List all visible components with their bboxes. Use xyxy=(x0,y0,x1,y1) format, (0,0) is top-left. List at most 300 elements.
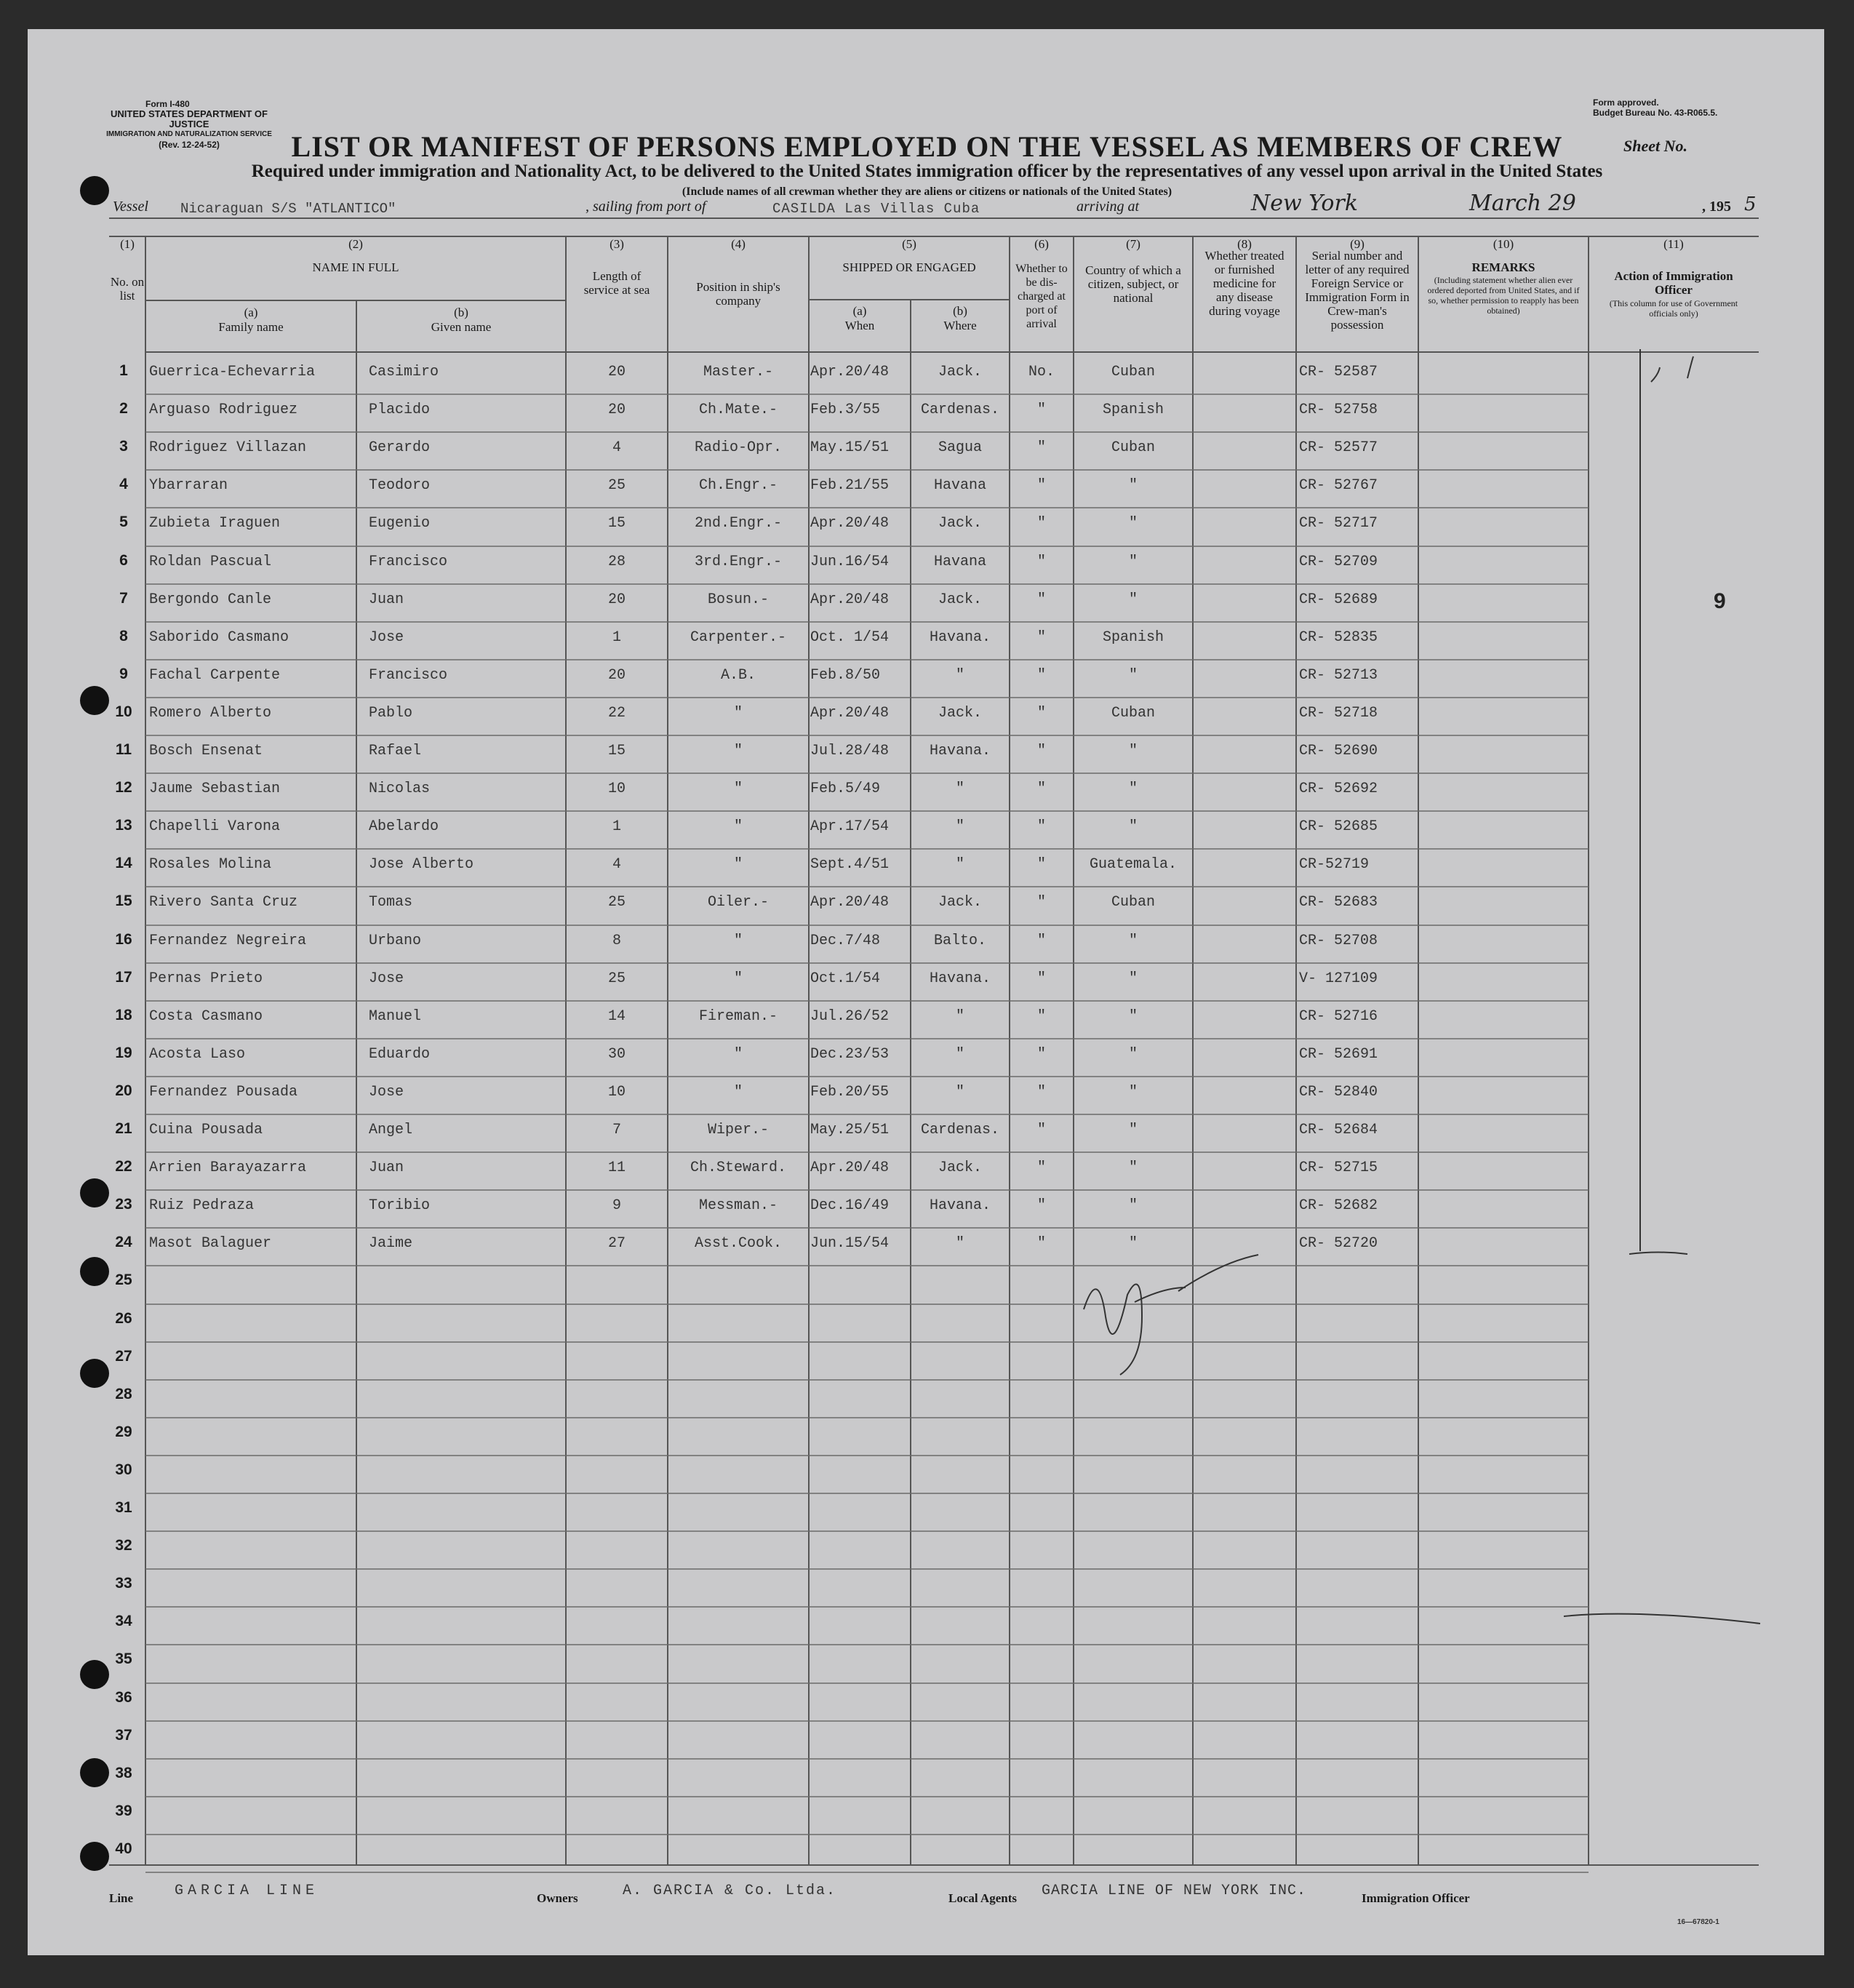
header-when: When xyxy=(844,319,875,332)
col-num-3: (3) xyxy=(610,237,624,251)
cell-country: " xyxy=(1128,666,1138,684)
cell-discharged: " xyxy=(1036,1083,1046,1101)
cell-when: Feb.3/55 xyxy=(810,402,881,419)
departure-port: CASILDA Las Villas Cuba xyxy=(772,201,980,217)
cell-position: " xyxy=(733,781,743,798)
cell-length: 10 xyxy=(607,781,626,798)
row-number: 11 xyxy=(115,741,132,758)
row-number: 32 xyxy=(115,1537,132,1554)
cell-serial: CR- 52713 xyxy=(1299,666,1378,684)
cell-country: Cuban xyxy=(1111,894,1155,911)
cell-when: Apr.20/48 xyxy=(810,591,890,608)
cell-when: Feb.5/49 xyxy=(810,781,881,798)
cell-country: " xyxy=(1128,553,1138,570)
cell-given: Eduardo xyxy=(369,1045,431,1063)
row-number: 24 xyxy=(115,1234,132,1251)
cell-country: " xyxy=(1128,1159,1138,1177)
cell-where: Jack. xyxy=(938,704,982,722)
cell-given: Gerardo xyxy=(369,439,431,457)
row-number: 30 xyxy=(115,1461,132,1478)
row-number: 27 xyxy=(115,1347,132,1365)
local-agents-label: Local Agents xyxy=(948,1891,1017,1905)
cell-serial: CR- 52682 xyxy=(1299,1197,1378,1215)
cell-given: Teodoro xyxy=(369,477,431,495)
row-number: 23 xyxy=(115,1196,132,1213)
cell-family: Pernas Prieto xyxy=(149,970,263,987)
col-num-7: (7) xyxy=(1126,237,1140,251)
cell-where: " xyxy=(955,1045,964,1063)
cell-family: Rivero Santa Cruz xyxy=(149,894,298,911)
row-number: 38 xyxy=(115,1764,132,1781)
cell-when: Apr.20/48 xyxy=(810,364,890,380)
cell-where: " xyxy=(955,1235,964,1253)
cell-position: 2nd.Engr.- xyxy=(694,515,783,532)
row-number: 34 xyxy=(115,1613,132,1630)
arriving-port: New York xyxy=(1251,191,1358,216)
header-medicine: Whether treated or furnished medicine for any disease during voyage xyxy=(1204,249,1284,318)
cell-serial: CR- 52685 xyxy=(1299,818,1378,836)
cell-country: " xyxy=(1128,818,1138,836)
cell-discharged: " xyxy=(1036,591,1046,608)
cell-when: Apr.20/48 xyxy=(810,1159,890,1177)
cell-position: Messman.- xyxy=(698,1197,778,1215)
header-shipped-or-engaged: SHIPPED OR ENGAGED xyxy=(842,260,976,274)
page-title: LIST OR MANIFEST OF PERSONS EMPLOYED ON THE VESSEL AS MEMBERS OF CREW xyxy=(291,130,1563,163)
cell-position: Bosun.- xyxy=(707,591,769,608)
cell-family: Bergondo Canle xyxy=(149,591,272,608)
cell-position: Wiper.- xyxy=(707,1122,769,1138)
cell-given: Manuel xyxy=(369,1007,422,1025)
header-when-a: (a) xyxy=(852,304,867,318)
cell-country: Guatemala. xyxy=(1089,856,1178,874)
cell-country: " xyxy=(1128,477,1138,495)
subtitle: Required under immigration and Nationality Act, to be delivered to the United States immigration officer by the representatives of any vessel upon arrival in the United States xyxy=(251,161,1603,181)
sheet-number-label: Sheet No. xyxy=(1623,137,1687,155)
header-action-note: (This column for use of Government officials only) xyxy=(1609,298,1738,319)
row-number: 36 xyxy=(115,1688,132,1706)
row-number: 19 xyxy=(115,1044,132,1061)
cell-position: " xyxy=(733,1083,743,1101)
header-remarks: REMARKS xyxy=(1471,260,1535,274)
cell-where: Cardenas. xyxy=(920,1122,1000,1138)
cell-when: Jul.26/52 xyxy=(810,1007,890,1025)
cell-given: Placido xyxy=(369,402,431,419)
col-num-5: (5) xyxy=(902,237,916,251)
cell-given: Abelardo xyxy=(369,818,439,836)
cell-position: " xyxy=(733,856,743,874)
cell-serial: CR- 52691 xyxy=(1299,1045,1378,1063)
cell-given: Toribio xyxy=(369,1197,431,1215)
cell-discharged: " xyxy=(1036,1159,1046,1177)
cell-country: " xyxy=(1128,781,1138,798)
header-length-of-service: Length of service at sea xyxy=(583,269,650,297)
cell-given: Pablo xyxy=(369,704,413,722)
cell-where: Sagua xyxy=(938,439,982,457)
cell-discharged: " xyxy=(1036,402,1046,419)
cell-country: " xyxy=(1128,743,1138,759)
row-number: 3 xyxy=(119,438,128,455)
cell-discharged: " xyxy=(1036,818,1046,836)
cell-given: Urbano xyxy=(369,932,422,949)
cell-family: Guerrica-Echevarria xyxy=(149,364,316,380)
cell-discharged: " xyxy=(1036,1235,1046,1253)
vessel-name: Nicaraguan S/S "ATLANTICO" xyxy=(180,201,396,217)
cell-serial: CR- 52692 xyxy=(1299,781,1378,798)
cell-position: Radio-Opr. xyxy=(694,439,783,457)
col-num-2: (2) xyxy=(348,237,363,251)
cell-position: " xyxy=(733,1045,743,1063)
header-family-name: Family name xyxy=(218,320,284,334)
cell-position: Master.- xyxy=(703,364,773,380)
immigration-officer-label: Immigration Officer xyxy=(1362,1891,1470,1905)
cell-serial: CR- 52718 xyxy=(1299,704,1378,722)
cell-length: 25 xyxy=(607,477,626,495)
header-discharged: Whether to be dis-charged at port of arrival xyxy=(1015,263,1068,330)
cell-family: Ybarraran xyxy=(149,477,228,495)
cell-discharged: " xyxy=(1036,894,1046,911)
cell-discharged: " xyxy=(1036,743,1046,759)
cell-discharged: " xyxy=(1036,970,1046,987)
cell-position: Carpenter.- xyxy=(690,628,787,646)
cell-family: Fernandez Pousada xyxy=(149,1083,298,1101)
cell-given: Eugenio xyxy=(369,515,431,532)
cell-family: Rodriguez Villazan xyxy=(149,439,307,457)
cell-when: Feb.20/55 xyxy=(810,1083,890,1101)
cell-when: Feb.8/50 xyxy=(810,666,881,684)
cell-family: Roldan Pascual xyxy=(149,553,272,570)
cell-where: " xyxy=(955,856,964,874)
cell-position: A.B. xyxy=(720,666,756,684)
cell-family: Zubieta Iraguen xyxy=(149,515,281,532)
col-num-1: (1) xyxy=(120,237,135,251)
cell-country: " xyxy=(1128,591,1138,608)
cell-country: Spanish xyxy=(1102,628,1164,646)
cell-discharged: " xyxy=(1036,628,1046,646)
cell-position: " xyxy=(733,704,743,722)
cell-where: Havana. xyxy=(929,743,991,759)
row-number: 10 xyxy=(115,703,132,720)
cell-given: Juan xyxy=(369,591,404,608)
cell-length: 7 xyxy=(612,1122,621,1138)
header-where: Where xyxy=(943,319,977,332)
cell-when: Oct. 1/54 xyxy=(810,628,890,646)
cell-family: Jaume Sebastian xyxy=(149,781,281,798)
cell-length: 8 xyxy=(612,932,621,949)
cell-serial: CR- 52684 xyxy=(1299,1122,1378,1138)
year-suffix: 5 xyxy=(1744,193,1757,215)
header-given-b: (b) xyxy=(454,306,468,319)
cell-length: 4 xyxy=(612,439,621,457)
side-mark: 9 xyxy=(1714,589,1726,613)
cell-given: Jose xyxy=(369,970,404,987)
cell-position: Ch.Engr.- xyxy=(698,477,778,495)
cell-length: 14 xyxy=(607,1007,626,1025)
line-value: GARCIA LINE xyxy=(175,1883,319,1899)
row-number: 4 xyxy=(119,476,128,493)
cell-when: Dec.16/49 xyxy=(810,1197,890,1215)
cell-discharged: " xyxy=(1036,781,1046,798)
header-family-a: (a) xyxy=(244,306,258,319)
row-number: 9 xyxy=(119,665,128,682)
cell-where: " xyxy=(955,1007,964,1025)
cell-when: Jun.15/54 xyxy=(810,1235,890,1253)
cell-serial: CR- 52835 xyxy=(1299,628,1378,646)
row-number: 20 xyxy=(115,1082,132,1099)
year-prefix: , 195 xyxy=(1702,199,1731,215)
col-num-9: (9) xyxy=(1350,237,1364,251)
cell-family: Fachal Carpente xyxy=(149,666,281,684)
cell-serial: CR- 52716 xyxy=(1299,1007,1378,1025)
cell-length: 20 xyxy=(607,591,626,608)
cell-country: " xyxy=(1128,932,1138,949)
cell-where: " xyxy=(955,781,964,798)
cell-where: " xyxy=(955,1083,964,1101)
department: UNITED STATES DEPARTMENT OF JUSTICE xyxy=(111,108,268,129)
cell-given: Jose Alberto xyxy=(369,856,474,874)
cell-discharged: " xyxy=(1036,439,1046,457)
cell-serial: CR- 52683 xyxy=(1299,894,1378,911)
cell-family: Rosales Molina xyxy=(149,856,272,874)
cell-discharged: " xyxy=(1036,477,1046,495)
cell-discharged: " xyxy=(1036,704,1046,722)
cell-given: Casimiro xyxy=(369,364,439,380)
service: IMMIGRATION AND NATURALIZATION SERVICE xyxy=(106,130,272,138)
row-number: 35 xyxy=(115,1650,132,1668)
cell-country: " xyxy=(1128,1045,1138,1063)
row-number: 7 xyxy=(119,589,128,607)
row-number: 39 xyxy=(115,1802,132,1819)
cell-where: Jack. xyxy=(938,591,982,608)
cell-length: 1 xyxy=(612,818,621,836)
cell-length: 20 xyxy=(607,364,626,380)
cell-length: 30 xyxy=(607,1045,626,1063)
cell-where: Jack. xyxy=(938,1159,982,1177)
cell-where: Havana. xyxy=(929,628,991,646)
cell-serial: CR- 52767 xyxy=(1299,477,1378,495)
cell-length: 4 xyxy=(612,856,621,874)
line-label: Line xyxy=(109,1891,134,1905)
cell-country: Cuban xyxy=(1111,364,1155,380)
cell-serial: CR- 52709 xyxy=(1299,553,1378,570)
cell-country: Cuban xyxy=(1111,439,1155,457)
cell-length: 25 xyxy=(607,894,626,911)
cell-discharged: " xyxy=(1036,553,1046,570)
cell-family: Chapelli Varona xyxy=(149,818,281,836)
cell-given: Nicolas xyxy=(369,781,431,798)
row-number: 29 xyxy=(115,1423,132,1440)
row-number: 1 xyxy=(119,362,128,379)
crew-note: (Include names of all crewman whether they are aliens or citizens or nationals of the United States) xyxy=(682,185,1172,198)
row-number: 13 xyxy=(115,817,132,834)
cell-given: Jaime xyxy=(369,1235,413,1253)
cell-country: " xyxy=(1128,1197,1138,1215)
col-num-10: (10) xyxy=(1493,237,1514,251)
cell-family: Romero Alberto xyxy=(149,704,272,722)
row-number: 26 xyxy=(115,1309,132,1327)
cell-family: Fernandez Negreira xyxy=(149,932,307,949)
header-country: Country of which a citizen, subject, or national xyxy=(1085,263,1181,305)
cell-discharged: " xyxy=(1036,1122,1046,1138)
cell-given: Angel xyxy=(369,1122,413,1138)
cell-position: " xyxy=(733,743,743,759)
cell-serial: CR- 52708 xyxy=(1299,932,1378,949)
cell-length: 1 xyxy=(612,628,621,646)
cell-given: Tomas xyxy=(369,894,413,911)
arrival-date: March 29 xyxy=(1469,191,1576,216)
row-number: 28 xyxy=(115,1385,132,1402)
cell-serial: CR- 52587 xyxy=(1299,364,1378,380)
cell-when: Feb.21/55 xyxy=(810,477,890,495)
vessel-label: Vessel xyxy=(113,199,148,215)
cell-family: Acosta Laso xyxy=(149,1045,246,1063)
cell-length: 10 xyxy=(607,1083,626,1101)
cell-when: Apr.20/48 xyxy=(810,704,890,722)
cell-discharged: " xyxy=(1036,515,1046,532)
row-number: 6 xyxy=(119,551,128,569)
cell-where: Havana. xyxy=(929,1197,991,1215)
cell-family: Bosch Ensenat xyxy=(149,743,263,759)
row-number: 21 xyxy=(115,1120,132,1137)
row-number: 22 xyxy=(115,1158,132,1175)
cell-family: Ruiz Pedraza xyxy=(149,1197,255,1215)
cell-discharged: " xyxy=(1036,666,1046,684)
cell-where: Jack. xyxy=(938,515,982,532)
cell-serial: CR- 52715 xyxy=(1299,1159,1378,1177)
col-num-4: (4) xyxy=(731,237,746,251)
cell-given: Rafael xyxy=(369,743,422,759)
cell-length: 15 xyxy=(607,743,626,759)
cell-position: " xyxy=(733,818,743,836)
cell-position: " xyxy=(733,970,743,987)
sailing-label: , sailing from port of xyxy=(586,199,706,215)
cell-given: Francisco xyxy=(369,553,448,570)
cell-family: Arrien Barayazarra xyxy=(149,1159,307,1177)
row-number: 2 xyxy=(119,400,128,418)
row-number: 14 xyxy=(115,855,132,872)
cell-position: Ch.Mate.- xyxy=(698,402,778,419)
cell-when: Apr.20/48 xyxy=(810,515,890,532)
cell-given: Francisco xyxy=(369,666,448,684)
cell-given: Juan xyxy=(369,1159,404,1177)
row-number: 16 xyxy=(115,930,132,948)
cell-where: Jack. xyxy=(938,894,982,911)
cell-family: Cuina Pousada xyxy=(149,1122,263,1138)
header-no-on-list: No. on list xyxy=(110,275,145,303)
cell-length: 22 xyxy=(607,704,626,722)
header-given-name: Given name xyxy=(431,320,492,334)
cell-family: Costa Casmano xyxy=(149,1007,263,1025)
cell-position: Ch.Steward. xyxy=(690,1159,787,1177)
cell-where: Havana xyxy=(933,553,986,570)
header-action: Action of Immigration Officer xyxy=(1614,269,1733,297)
form-number: Form I-480 xyxy=(145,99,190,109)
revision: (Rev. 12-24-52) xyxy=(159,140,220,150)
arriving-label: arriving at xyxy=(1076,199,1140,215)
row-number: 15 xyxy=(115,893,132,910)
cell-country: " xyxy=(1128,1235,1138,1253)
cell-serial: CR- 52840 xyxy=(1299,1083,1378,1101)
cell-discharged: No. xyxy=(1028,364,1055,380)
cell-discharged: " xyxy=(1036,1045,1046,1063)
header-name-in-full: NAME IN FULL xyxy=(312,260,399,274)
cell-where: Havana xyxy=(933,477,986,495)
cell-when: May.25/51 xyxy=(810,1122,890,1138)
cell-when: Jul.28/48 xyxy=(810,743,890,759)
cell-when: Apr.20/48 xyxy=(810,894,890,911)
col-num-6: (6) xyxy=(1034,237,1049,251)
row-number: 18 xyxy=(115,1006,132,1023)
approved-text: Form approved. xyxy=(1593,97,1659,108)
cell-serial: CR- 52577 xyxy=(1299,439,1378,457)
row-number: 37 xyxy=(115,1726,132,1744)
cell-country: " xyxy=(1128,1007,1138,1025)
cell-country: " xyxy=(1128,1122,1138,1138)
cell-given: Jose xyxy=(369,1083,404,1101)
cell-serial: CR- 52720 xyxy=(1299,1235,1378,1253)
local-agents-value: GARCIA LINE OF NEW YORK INC. xyxy=(1042,1883,1307,1899)
header-remarks-note: (Including statement whether alien ever ordered deported from United States, and if so, whether permission to reapply has been obtained) xyxy=(1427,275,1580,316)
cell-position: " xyxy=(733,932,743,949)
cell-discharged: " xyxy=(1036,1007,1046,1025)
owners-value: A. GARCIA & Co. Ltda. xyxy=(623,1883,837,1899)
header-position: Position in ship's company xyxy=(696,280,780,308)
cell-position: Oiler.- xyxy=(707,894,769,911)
cell-where: Balto. xyxy=(933,932,986,949)
cell-discharged: " xyxy=(1036,932,1046,949)
row-number: 8 xyxy=(119,627,128,644)
cell-where: Jack. xyxy=(938,364,982,380)
cell-length: 15 xyxy=(607,515,626,532)
cell-length: 9 xyxy=(612,1197,621,1215)
cell-serial: CR-52719 xyxy=(1299,856,1370,874)
cell-when: Apr.17/54 xyxy=(810,818,890,836)
cell-length: 11 xyxy=(607,1159,626,1177)
cell-serial: CR- 52690 xyxy=(1299,743,1378,759)
header-serial-number: Serial number and letter of any required Foreign Service or Immigration Form in Crew-man's possession xyxy=(1305,249,1410,332)
cell-family: Saborido Casmano xyxy=(149,628,289,646)
cell-position: 3rd.Engr.- xyxy=(694,553,783,570)
cell-length: 27 xyxy=(607,1235,626,1253)
cell-length: 28 xyxy=(607,553,626,570)
cell-where: " xyxy=(955,818,964,836)
budget-number: Budget Bureau No. 43-R065.5. xyxy=(1593,108,1718,118)
cell-country: " xyxy=(1128,1083,1138,1101)
cell-given: Jose xyxy=(369,628,404,646)
row-number: 33 xyxy=(115,1575,132,1592)
cell-position: Asst.Cook. xyxy=(694,1235,783,1253)
row-number: 5 xyxy=(119,514,128,531)
cell-serial: V- 127109 xyxy=(1299,970,1378,987)
row-number: 12 xyxy=(115,779,132,797)
cell-when: Jun.16/54 xyxy=(810,553,890,570)
cell-country: Spanish xyxy=(1102,402,1164,419)
cell-where: Havana. xyxy=(929,970,991,987)
row-number: 17 xyxy=(115,968,132,986)
cell-discharged: " xyxy=(1036,1197,1046,1215)
col-num-11: (11) xyxy=(1663,237,1684,251)
cell-where: " xyxy=(955,666,964,684)
cell-family: Arguaso Rodriguez xyxy=(149,402,298,419)
cell-length: 20 xyxy=(607,402,626,419)
cell-when: Oct.1/54 xyxy=(810,970,881,987)
row-number: 31 xyxy=(115,1499,132,1516)
row-number: 25 xyxy=(115,1272,132,1289)
cell-where: Cardenas. xyxy=(920,402,1000,419)
cell-when: May.15/51 xyxy=(810,439,890,457)
cell-position: Fireman.- xyxy=(698,1007,778,1025)
cell-length: 25 xyxy=(607,970,626,987)
form-code: 16—67820-1 xyxy=(1677,1918,1719,1926)
